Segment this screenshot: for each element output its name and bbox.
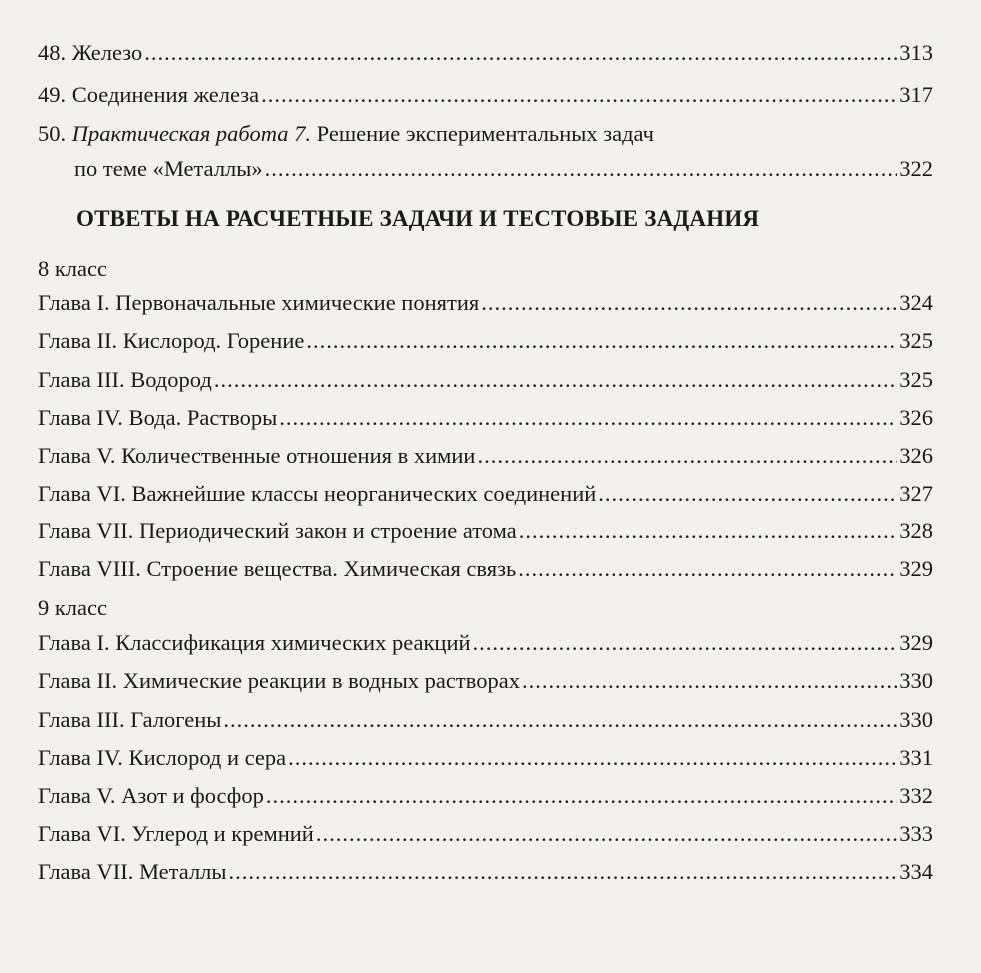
grade9-chapter-4[interactable]: Глава IV. Кислород и сера ..... 331 [38,747,933,770]
page-number: 328 [899,518,933,543]
grade-9-label: 9 класс [38,595,107,620]
practical-work-label: Практическая работа 7. [71,121,311,146]
grade8-chapter-6[interactable]: Глава VI. Важнейшие классы неорганических соединений ..... 327 [38,483,933,506]
dot-leader [518,558,897,581]
grade9-chapter-1[interactable]: Глава I. Классификация химических реакций ..... 329 [38,632,933,655]
page-number: 333 [899,821,933,846]
page-number: 331 [899,745,933,770]
dot-leader [214,369,897,392]
toc-entry-50-line1[interactable]: 50. Практическая работа 7. Решение экспериментальных задач [38,121,654,146]
page-number: 329 [899,556,933,581]
dot-leader [598,483,897,506]
dot-leader [223,709,897,732]
grade9-chapter-6[interactable]: Глава VI. Углерод и кремний ..... 333 [38,823,933,846]
grade8-chapter-7[interactable]: Глава VII. Периодический закон и строение атома ..... 328 [38,520,933,543]
dot-leader [288,747,897,770]
dot-leader [266,785,897,808]
dot-leader [261,84,897,107]
grade9-chapter-3[interactable]: Глава III. Галогены ..... 330 [38,709,933,732]
page-number: 329 [899,630,933,655]
page-number: 317 [899,82,933,107]
toc-entry-49[interactable] [38,84,933,107]
grade8-chapter-8[interactable]: Глава VIII. Строение вещества. Химическая связь ..... 329 [38,558,933,581]
page-number: 330 [899,707,933,732]
page-number: 327 [899,481,933,506]
page-number: 325 [899,367,933,392]
page-number: 322 [899,156,933,181]
page-number: 325 [899,328,933,353]
grade-8-label: 8 класс [38,256,107,281]
grade8-chapter-5[interactable]: Глава V. Количественные отношения в химии ..... 326 [38,445,933,468]
grade8-chapter-4[interactable]: Глава IV. Вода. Растворы ..... 326 [38,407,933,430]
toc-entry-title: по теме «Металлы» [74,156,263,181]
page-number: 326 [899,405,933,430]
dot-leader [229,861,898,884]
dot-leader [477,445,897,468]
dot-leader [473,632,898,655]
dot-leader [519,520,898,543]
page-number: 326 [899,443,933,468]
page-number: 313 [899,40,933,65]
dot-leader [144,42,897,65]
dot-leader [265,158,898,181]
toc-entry-title: 49. Соединения железа [38,82,260,107]
dot-leader [316,823,897,846]
grade8-chapter-2[interactable]: Глава II. Кислород. Горение ..... 325 [38,330,933,353]
toc-entry-title: 48. Железо [38,40,143,65]
section-heading: ОТВЕТЫ НА РАСЧЕТНЫЕ ЗАДАЧИ И ТЕСТОВЫЕ ЗАДАНИЯ [76,206,760,231]
page-number: 324 [899,290,933,315]
grade9-chapter-2[interactable]: Глава II. Химические реакции в водных растворах ..... 330 [38,670,933,693]
page-number: 334 [899,859,933,884]
page-number: 330 [899,668,933,693]
toc-entry-50[interactable] [74,158,933,181]
grade8-chapter-3[interactable]: Глава III. Водород ..... 325 [38,369,933,392]
dot-leader [481,292,897,315]
dot-leader [306,330,897,353]
toc-entry-48[interactable] [38,42,933,65]
grade9-chapter-7[interactable]: Глава VII. Металлы ..... 334 [38,861,933,884]
grade9-chapter-5[interactable]: Глава V. Азот и фосфор ..... 332 [38,785,933,808]
grade8-chapter-1[interactable]: Глава I. Первоначальные химические понятия ..... 324 [38,292,933,315]
dot-leader [522,670,897,693]
page-number: 332 [899,783,933,808]
dot-leader [279,407,897,430]
